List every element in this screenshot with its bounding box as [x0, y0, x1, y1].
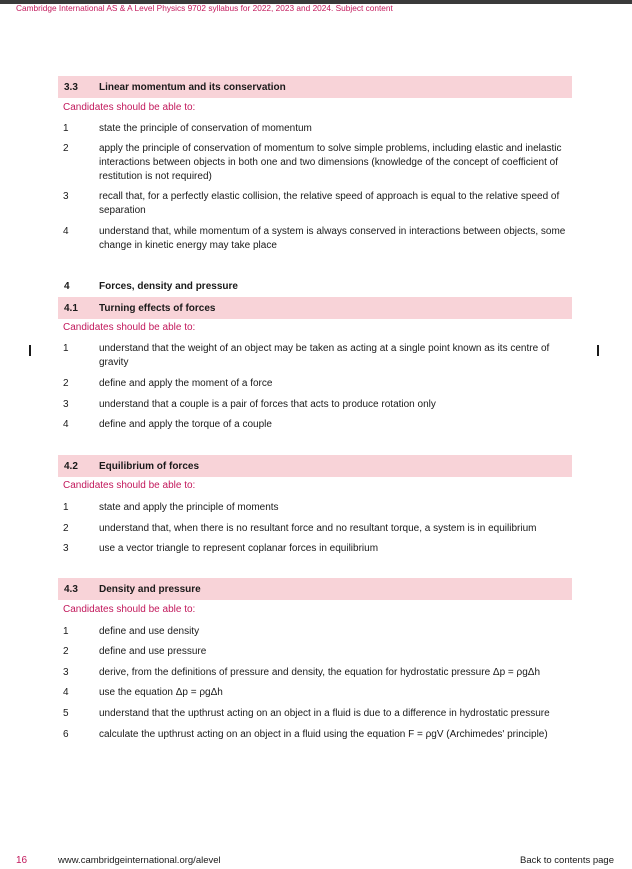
candidates-label: Candidates should be able to: — [63, 102, 196, 113]
section-number: 4 — [64, 281, 70, 292]
item-number: 1 — [63, 502, 69, 513]
item-text: define and apply the moment of a force — [99, 378, 273, 389]
change-bar-right — [597, 345, 599, 356]
item-number: 2 — [63, 523, 69, 534]
section-4-2-heading — [58, 455, 572, 477]
item-number: 3 — [63, 667, 69, 678]
section-number: 4.3 — [64, 583, 78, 595]
item-text: apply the principle of conservation of momentum to solve simple problems, including elastic and inelastic interactions between objects in both one and two dimensions (knowledge of the concept of coefficient of restitution is not required) — [99, 143, 562, 182]
item-text: understand that, while momentum of a system is always conserved in interactions between objects, some change in kinetic energy may take place — [99, 226, 566, 251]
item-text: define and use pressure — [99, 646, 207, 657]
item-number: 4 — [63, 226, 69, 237]
section-title: Forces, density and pressure — [99, 281, 238, 292]
section-title: Turning effects of forces — [99, 302, 216, 314]
candidates-label: Candidates should be able to: — [63, 322, 196, 333]
section-title: Equilibrium of forces — [99, 460, 200, 472]
item-number: 5 — [63, 708, 69, 719]
website-link[interactable]: www.cambridgeinternational.org/alevel — [58, 855, 221, 866]
running-header: Cambridge International AS & A Level Physics 9702 syllabus for 2022, 2023 and 2024. Subject content — [16, 3, 393, 13]
item-number: 3 — [63, 543, 69, 554]
section-4-3-heading — [58, 578, 572, 600]
back-to-contents-link[interactable]: Back to contents page — [519, 855, 614, 866]
section-4-heading — [58, 278, 572, 296]
item-number: 6 — [63, 729, 69, 740]
item-text: understand that, when there is no resultant force and no resultant torque, a system is in equilibrium — [99, 523, 537, 534]
item-text: recall that, for a perfectly elastic collision, the relative speed of approach is equal to the relative speed of separation — [99, 191, 560, 216]
item-text: calculate the upthrust acting on an object in a fluid using the equation F = ρgV (Archimedes' principle) — [99, 729, 548, 740]
item-number: 1 — [63, 123, 69, 134]
item-number: 3 — [63, 191, 69, 202]
section-number: 3.3 — [64, 81, 78, 93]
section-number: 4.1 — [64, 302, 78, 314]
item-text: define and use density — [99, 626, 200, 637]
item-number: 2 — [63, 378, 69, 389]
candidates-label: Candidates should be able to: — [63, 604, 196, 615]
section-4-1-heading — [58, 297, 572, 319]
item-number: 1 — [63, 343, 69, 354]
item-text: define and apply the torque of a couple — [99, 419, 272, 430]
change-bar-left — [29, 345, 31, 356]
section-number: 4.2 — [64, 460, 78, 472]
item-number: 4 — [63, 419, 69, 430]
item-number: 1 — [63, 626, 69, 637]
item-number: 3 — [63, 399, 69, 410]
item-text: use a vector triangle to represent coplanar forces in equilibrium — [99, 543, 379, 554]
page-number: 16 — [16, 855, 28, 866]
item-number: 2 — [63, 646, 69, 657]
item-text: derive, from the definitions of pressure and density, the equation for hydrostatic pressure Δp = ρgΔh — [99, 667, 541, 678]
candidates-label: Candidates should be able to: — [63, 480, 196, 491]
item-text: use the equation Δp = ρgΔh — [99, 687, 223, 698]
item-number: 4 — [63, 687, 69, 698]
item-text: state the principle of conservation of momentum — [99, 123, 312, 134]
section-title: Density and pressure — [99, 583, 201, 595]
item-text: understand that the upthrust acting on an object in a fluid is due to a difference in hydrostatic pressure — [99, 708, 550, 719]
section-title: Linear momentum and its conservation — [99, 81, 286, 93]
item-text: state and apply the principle of moments — [99, 502, 279, 513]
item-number: 2 — [63, 143, 69, 154]
item-text: understand that a couple is a pair of forces that acts to produce rotation only — [99, 399, 436, 410]
section-3-3-heading — [58, 76, 572, 98]
item-text: understand that the weight of an object may be taken as acting at a single point known as its centre of gravity — [99, 343, 550, 368]
